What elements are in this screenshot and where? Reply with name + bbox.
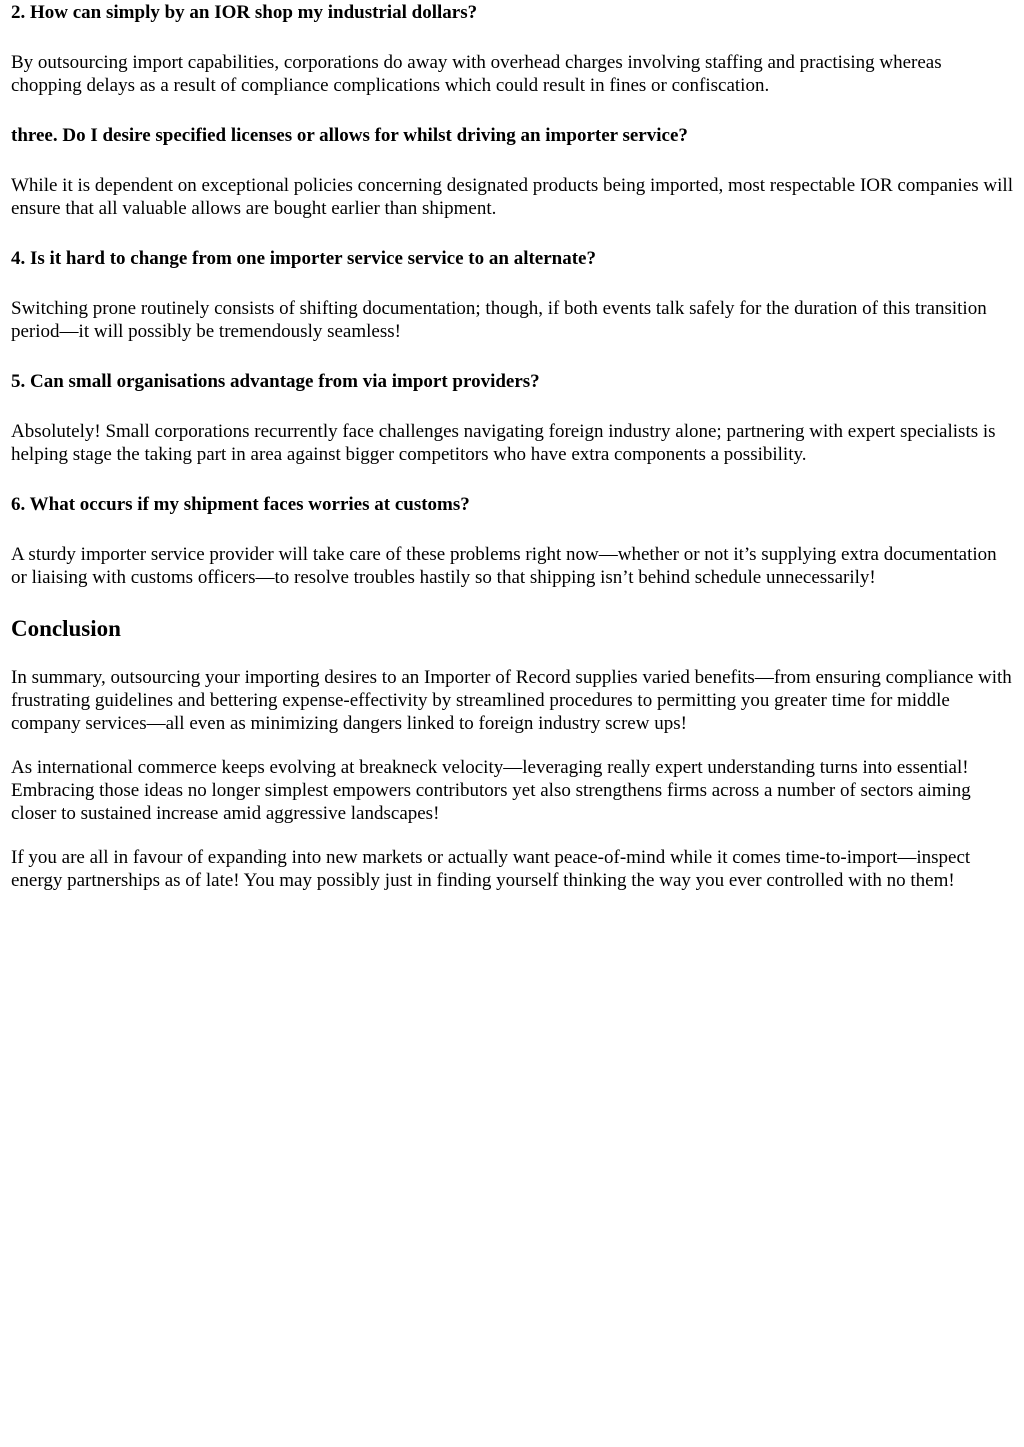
- faq-question-3: three. Do I desire specified licenses or allows for whilst driving an importer service?: [11, 125, 688, 146]
- conclusion-paragraph: In summary, outsourcing your importing desires to an Importer of Record supplies varied benefits—from ensuring compliance with frustrating guidelines and bettering expense-effectivity by streamlined procedures to permitting you greater time for middle company services—all even as minimizing dangers linked to foreign industry screw ups!: [11, 667, 1012, 734]
- faq-question-4: 4. Is it hard to change from one importer service service to an alternate?: [11, 248, 596, 269]
- faq-answer-6: A sturdy importer service provider will take care of these problems right now—whether or not it’s supplying extra documentation or liaising with customs officers—to resolve troubles hastily so that shipping isn’t behind schedule unnecessarily!: [11, 544, 997, 588]
- conclusion-paragraph: As international commerce keeps evolving at breakneck velocity—leveraging really expert understanding turns into essential! Embracing those ideas no longer simplest empowers contributors yet also strengthens firms across a number of sectors aiming closer to sustained increase amid aggressive landscapes!: [11, 757, 971, 824]
- faq-question-5: 5. Can small organisations advantage from via import providers?: [11, 371, 540, 392]
- faq-answer-5: Absolutely! Small corporations recurrently face challenges navigating foreign industry alone; partnering with expert specialists is helping stage the taking part in area against bigger competitors who have extra components a possibility.: [11, 421, 996, 465]
- document-page: [0, 1, 1024, 1447]
- faq-question-2: 2. How can simply by an IOR shop my industrial dollars?: [11, 2, 478, 23]
- faq-question-6: 6. What occurs if my shipment faces worries at customs?: [11, 494, 470, 515]
- faq-answer-4: Switching prone routinely consists of shifting documentation; though, if both events talk safely for the duration of this transition period—it will possibly be tremendously seamless!: [11, 298, 987, 342]
- conclusion-heading: Conclusion: [11, 616, 121, 641]
- faq-answer-2: By outsourcing import capabilities, corporations do away with overhead charges involving staffing and practising whereas chopping delays as a result of compliance complications which could result in fines or confiscation.: [11, 52, 942, 96]
- conclusion-paragraph: If you are all in favour of expanding into new markets or actually want peace-of-mind while it comes time-to-import—inspect energy partnerships as of late! You may possibly just in finding yourself thinking the way you ever controlled with no them!: [11, 847, 971, 891]
- faq-answer-3: While it is dependent on exceptional policies concerning designated products being imported, most respectable IOR companies will ensure that all valuable allows are bought earlier than shipment.: [11, 175, 1013, 219]
